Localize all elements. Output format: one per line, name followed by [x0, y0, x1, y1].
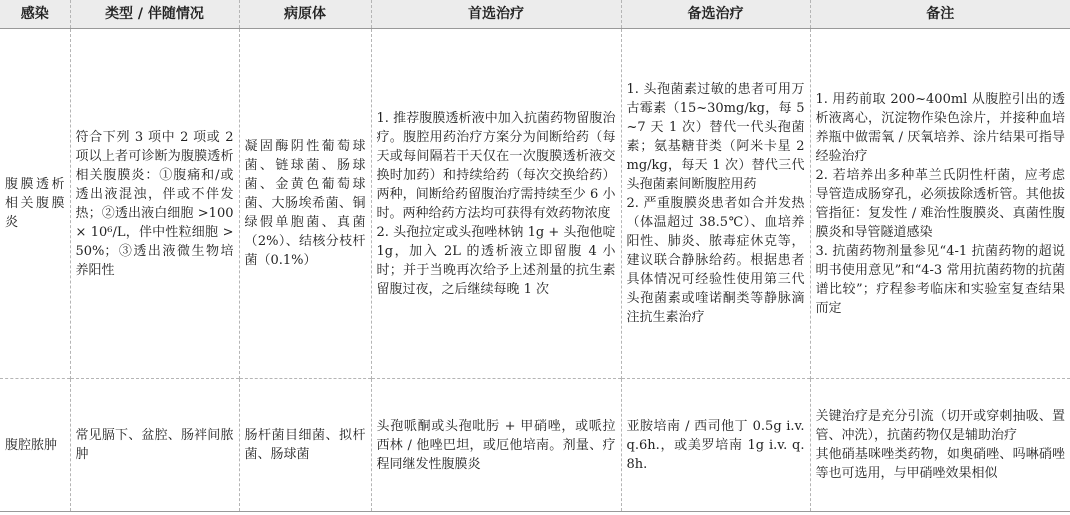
cell-first-choice: [371, 379, 621, 512]
header-type: 类型 / 伴随情况: [70, 0, 239, 29]
header-first-choice: 首选治疗: [371, 0, 621, 29]
note-item: 3. 抗菌药物剂量参见“4-1 抗菌药物的超说明书使用意见”和“4-3 常用抗菌药物的抗菌谱比较”；疗程参考临床和实验室复查结果而定: [815, 243, 1065, 316]
first-choice-item: 1. 推荐腹膜透析液中加入抗菌药物留腹治疗。腹腔用药治疗方案分为间断给药（每天或每间隔若干天仅在一次腹膜透析液交换时加药）和持续给药（每次交换给药）两种，间断给药留腹治疗需持续至少 6 小时。两种给药方法均可获得有效药物浓度: [376, 110, 616, 221]
header-pathogen: 病原体: [239, 0, 371, 29]
cell-notes: [810, 379, 1070, 512]
table-row: [0, 379, 1070, 512]
header-alternative: 备选治疗: [621, 0, 810, 29]
header-notes: 备注: [810, 0, 1070, 29]
cell-infection: 腹腔脓肿: [0, 379, 70, 512]
table-header-row: [0, 0, 1070, 29]
cell-type: 符合下列 3 项中 2 项或 2 项以上者可诊断为腹膜透析相关腹膜炎：①腹痛和/或透出液混浊，伴或不伴发热；②透出液白细胞 >100 × 10⁶/L，伴中性粒细胞 >50%；③透出液微生物培养阳性: [70, 29, 239, 379]
cell-pathogen: 凝固酶阴性葡萄球菌、链球菌、肠球菌、金黄色葡萄球菌、大肠埃希菌、铜绿假单胞菌、真菌（2%）、结核分枝杆菌（0.1%）: [239, 29, 371, 379]
header-infection: 感染: [0, 0, 70, 29]
cell-alternative: [621, 29, 810, 379]
cell-infection: 腹膜透析相关腹膜炎: [5, 177, 65, 230]
table-row: [0, 29, 1070, 379]
first-choice-item: 头孢哌酮或头孢吡肟 + 甲硝唑，或哌拉西林 / 他唑巴坦，或厄他培南。剂量、疗程同继发性腹膜炎: [376, 418, 616, 472]
note-item: 关键治疗是充分引流（切开或穿刺抽吸、置管、冲洗），抗菌药物仅是辅助治疗: [815, 409, 1065, 443]
alternative-item: 2. 严重腹膜炎患者如合并发热（体温超过 38.5℃）、血培养阳性、肺炎、脓毒症休克等，建议联合静脉给药。根据患者具体情况可经验性使用第三代头孢菌素或喹诺酮类等静脉滴注抗生素治疗: [626, 196, 805, 325]
cell-notes: [810, 29, 1070, 379]
cell-first-choice: [371, 29, 621, 379]
first-choice-item: 2. 头孢拉定或头孢唑林钠 1g + 头孢他啶 1g，加入 2L 的透析液立即留腹 4 小时；并于当晚再次给予上述剂量的抗生素留腹过夜，之后继续每晚 1 次: [376, 224, 616, 297]
note-item: 其他硝基咪唑类药物，如奥硝唑、吗啉硝唑等也可选用，与甲硝唑效果相似: [815, 447, 1065, 481]
cell-pathogen: 肠杆菌目细菌、拟杆菌、肠球菌: [239, 379, 371, 512]
alternative-item: 亚胺培南 / 西司他丁 0.5g i.v. q.6h.，或美罗培南 1g i.v. q.8h.: [626, 418, 805, 472]
cell-alternative: [621, 379, 810, 512]
cell-type: 常见膈下、盆腔、肠袢间脓肿: [70, 379, 239, 512]
alternative-item: 1. 头孢菌素过敏的患者可用万古霉素（15~30mg/kg，每 5~7 天 1 次）替代一代头孢菌素；氨基糖苷类（阿米卡星 2mg/kg，每天 1 次）替代三代头孢菌素间断腹腔用药: [626, 82, 805, 192]
note-item: 1. 用药前取 200~400ml 从腹腔引出的透析液离心，沉淀物作染色涂片，并接种血培养瓶中做需氧 / 厌氧培养、涂片结果可指导经验治疗: [815, 91, 1065, 164]
note-item: 2. 若培养出多种革兰氏阴性杆菌，应考虑导管造成肠穿孔，必须拔除透析管。其他拔管指征：复发性 / 难治性腹膜炎、真菌性腹膜炎和导管隧道感染: [815, 167, 1065, 240]
